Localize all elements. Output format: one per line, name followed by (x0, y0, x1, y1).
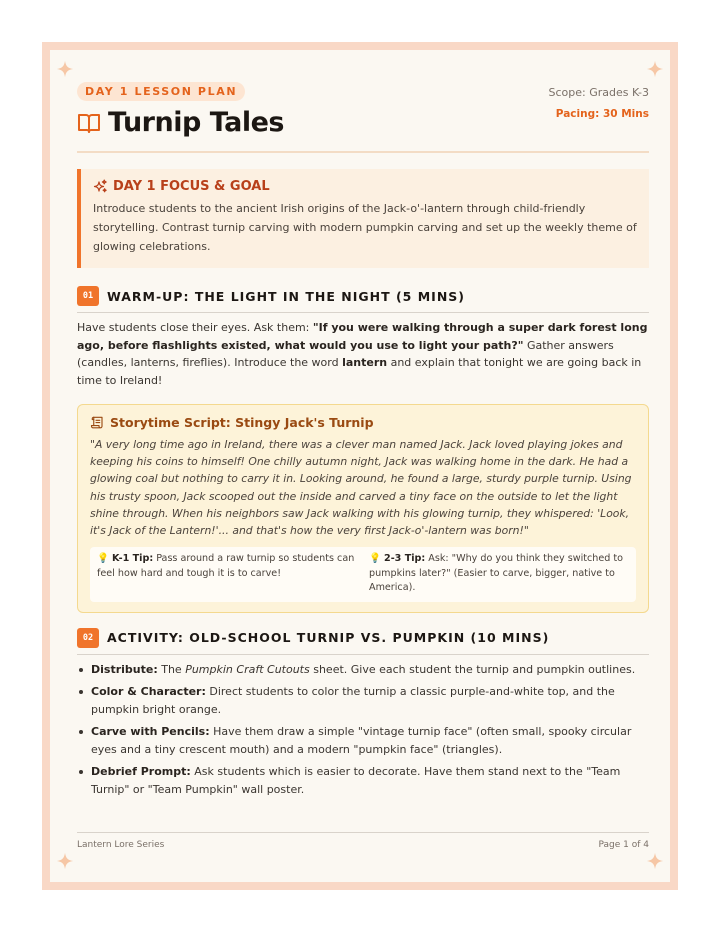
corner-sparkle-icon (646, 60, 664, 78)
list-item (77, 763, 649, 799)
pacing-label: Pacing: 30 Mins (555, 108, 649, 120)
warmup-text-part: Gather answers (candles, lanterns, fireflies). Introduce the word (77, 338, 614, 369)
warmup-text (77, 319, 649, 389)
page-title: Turnip Tales (108, 107, 284, 138)
focus-heading (93, 179, 637, 194)
series-name: Lantern Lore Series (77, 840, 165, 850)
section-number: 02 (77, 628, 99, 648)
focus-goal-box (77, 169, 649, 268)
lightbulb-icon: 💡 (369, 553, 381, 565)
story-text: "A very long time ago in Ireland, there was a clever man named Jack. Jack loved playing jokes and keeping his coins to himself! One chilly autumn night, Jack was walking home in the dark. He had a glowing coal but nothing to carry it in. Looking around, he found a large, sturdy purple turnip. Using his trusty spoon, Jack scooped out the inside and carved a tiny face on the outside to let the light shine through. When his neighbors saw Jack walking with his glowing turnip, they whispered: 'Look, it's Jack of the Lantern!'... and that's how the very first Jack-o'-lantern was born!" (90, 438, 632, 538)
section-title: ACTIVITY: OLD-SCHOOL TURNIP VS. PUMPKIN (10 MINS) (107, 630, 550, 646)
warmup-keyword: lantern (342, 356, 388, 369)
warmup-question: "If you were walking through a super dark forest long ago, before flashlights existed, what would you use to light your path?" (77, 321, 648, 352)
page-header (77, 80, 649, 153)
open-book-icon (77, 111, 101, 135)
page-frame (42, 42, 678, 890)
tip-text: Pass around a raw turnip so students can feel how hard and tough it is to carve! (97, 553, 355, 579)
scroll-icon (90, 415, 105, 430)
page-number: Page 1 of 4 (598, 840, 649, 850)
story-heading-text: Storytime Script: Stingy Jack's Turnip (110, 415, 374, 430)
tip-label: 2-3 Tip: (384, 553, 426, 565)
page-footer (77, 832, 649, 850)
item-text: The (157, 662, 186, 676)
lightbulb-icon: 💡 (97, 553, 109, 565)
tip-text: Ask: "Why do you think they switched to pumpkins later?" (Easier to carve, bigger, native to America). (369, 553, 624, 594)
warmup-section (77, 286, 649, 389)
item-text: Direct students to color the turnip a classic purple-and-white top, and the pumpkin bright orange. (91, 684, 615, 716)
item-text: Have them draw a simple "vintage turnip face" (often small, spooky circular eyes and a tiny crescent mouth) and a modern "pumpkin face" (triangles). (91, 724, 632, 756)
lesson-page (50, 50, 670, 882)
corner-sparkle-icon (56, 60, 74, 78)
item-label: Color & Character: (91, 684, 206, 698)
warmup-text-part: and explain that tonight we are going back in time to Ireland! (77, 356, 642, 387)
story-heading (90, 415, 636, 430)
activity-steps (77, 661, 649, 799)
list-item (77, 661, 649, 679)
list-item (77, 683, 649, 719)
lesson-meta (548, 86, 649, 120)
item-label: Debrief Prompt: (91, 764, 191, 778)
sparkles-icon (93, 179, 108, 194)
warmup-heading (77, 286, 649, 313)
corner-sparkle-icon (56, 852, 74, 870)
item-label: Distribute: (91, 662, 158, 676)
tip-23 (369, 552, 629, 596)
warmup-text-part: Have students close their eyes. Ask them: (77, 321, 313, 334)
focus-heading-text: DAY 1 FOCUS & GOAL (113, 179, 270, 194)
item-text: Ask students which is easier to decorate. Have them stand next to the "Team Turnip" or "Team Pumpkin" wall poster. (91, 764, 621, 796)
page-content (77, 80, 649, 803)
lesson-badge: DAY 1 LESSON PLAN (77, 82, 245, 101)
item-text: sheet. Give each student the turnip and pumpkin outlines. (309, 662, 636, 676)
item-emphasis: Pumpkin Craft Cutouts (185, 662, 310, 676)
tip-label: K-1 Tip: (112, 553, 154, 565)
item-label: Carve with Pencils: (91, 724, 210, 738)
list-item (77, 723, 649, 759)
tip-k1 (97, 552, 357, 596)
focus-text: Introduce students to the ancient Irish origins of the Jack-o'-lantern through child-friendly storytelling. Contrast turnip carving with modern pumpkin carving and set up the weekly theme of glowing celebrations. (93, 202, 637, 253)
grade-tips (90, 547, 636, 602)
activity-heading (77, 628, 649, 655)
activity-section (77, 628, 649, 799)
grade-scope: Scope: Grades K-3 (548, 86, 649, 99)
section-title: WARM-UP: THE LIGHT IN THE NIGHT (5 MINS) (107, 288, 465, 304)
storytime-script-box (77, 404, 649, 613)
corner-sparkle-icon (646, 852, 664, 870)
section-number: 01 (77, 286, 99, 306)
